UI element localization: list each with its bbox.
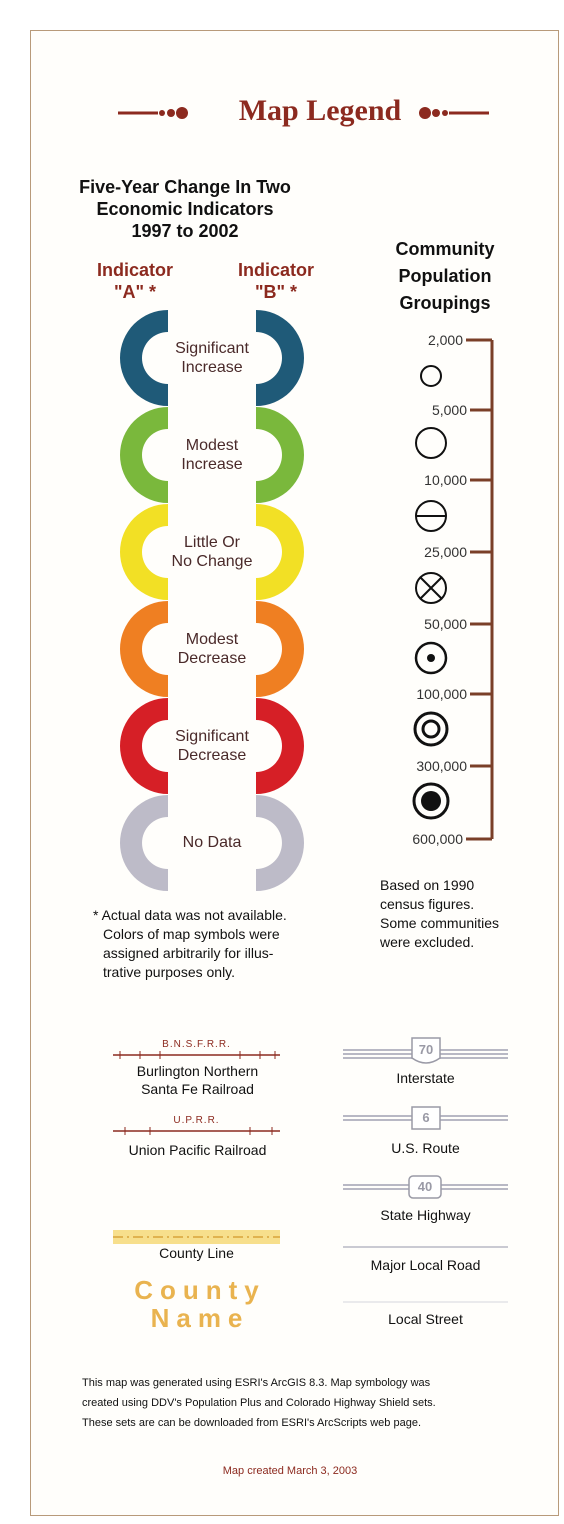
band-label-4-line-1: Modest — [185, 631, 239, 648]
uprr-railroad-symbol — [113, 1127, 280, 1135]
population-heading-line-1: Community — [395, 239, 495, 259]
us-route-label: U.S. Route — [391, 1140, 460, 1156]
interstate-label: Interstate — [396, 1070, 455, 1086]
population-note-line-1: Based on 1990 — [380, 877, 475, 893]
county-name-line-2: Name — [150, 1303, 250, 1333]
band-label-2-line-2: Increase — [181, 456, 243, 473]
bnsf-label — [100, 1062, 295, 1098]
major-local-road-label: Major Local Road — [370, 1257, 481, 1273]
local-street-label: Local Street — [388, 1311, 463, 1327]
indicator-b-label-line-2: "B" * — [254, 282, 298, 302]
break-label-2000: 2,000 — [427, 332, 463, 348]
band-label-5-line-2: Decrease — [177, 747, 247, 764]
population-heading-line-3: Groupings — [399, 293, 491, 313]
band-label-6-line-1: No Data — [182, 834, 242, 851]
map-created-date: Map created March 3, 2003 — [222, 1465, 358, 1477]
uprr-label: Union Pacific Railroad — [128, 1142, 267, 1158]
map-legend-title: Map Legend — [238, 94, 402, 127]
band-label-1-line-1: Significant — [175, 340, 249, 357]
footnote-line-1: * Actual data was not available. — [93, 907, 287, 923]
footnote-line-3: assigned arbitrarily for illus- — [103, 945, 274, 961]
footnote-line-2: Colors of map symbols were — [103, 926, 280, 942]
us-route-number: 6 — [422, 1110, 430, 1125]
indicators-heading-line-1: Five-Year Change In Two — [79, 177, 291, 197]
population-note-line-3: Some communities — [380, 915, 500, 931]
county-line-label: County Line — [159, 1245, 234, 1261]
band-label-5-line-1: Significant — [175, 728, 249, 745]
population-note-line-4: were excluded. — [380, 934, 475, 950]
county-name-sample — [110, 1276, 290, 1332]
break-label-10000: 10,000 — [424, 472, 467, 488]
break-label-25000: 25,000 — [424, 544, 467, 560]
break-label-5000: 5,000 — [431, 402, 467, 418]
bnsf-code: B.N.S.F.R.R. — [162, 1039, 231, 1050]
band-label-4-line-2: Decrease — [177, 650, 247, 667]
footer-line-1: This map was generated using ESRI's ArcGIS 8.3. Map symbology was — [82, 1377, 431, 1389]
indicator-a-label-line-2: "A" * — [113, 282, 157, 302]
bnsf-label-line-2: Santa Fe Railroad — [141, 1081, 254, 1097]
band-label-3-line-1: Little Or — [183, 534, 240, 551]
population-heading-line-2: Population — [398, 266, 492, 286]
break-label-600000: 600,000 — [412, 831, 463, 847]
footer-text — [82, 1373, 542, 1433]
indicator-a-label-line-1: Indicator — [96, 260, 173, 280]
bnsf-label-line-1: Burlington Northern — [136, 1063, 259, 1079]
break-label-300000: 300,000 — [416, 758, 467, 774]
break-label-100000: 100,000 — [416, 686, 467, 702]
county-line-symbol — [113, 1230, 280, 1244]
uprr-code: U.P.R.R. — [173, 1115, 220, 1126]
indicator-b-label-line-1: Indicator — [237, 260, 314, 280]
indicators-heading-line-2: Economic Indicators — [96, 199, 274, 219]
county-name-line-1: County — [134, 1275, 266, 1305]
state-highway-label: State Highway — [380, 1207, 471, 1223]
band-label-3-line-2: No Change — [171, 553, 253, 570]
break-label-50000: 50,000 — [424, 616, 467, 632]
state-highway-number: 40 — [417, 1179, 433, 1194]
band-label-2-line-1: Modest — [185, 437, 239, 454]
band-label-1-line-2: Increase — [181, 359, 243, 376]
footer-line-3: These sets are can be downloaded from ESRI's ArcScripts web page. — [82, 1417, 421, 1429]
indicators-heading-line-3: 1997 to 2002 — [131, 221, 239, 241]
bnsf-railroad-symbol — [113, 1051, 280, 1059]
population-note-line-2: census figures. — [380, 896, 475, 912]
footnote-line-4: trative purposes only. — [103, 964, 236, 980]
interstate-number: 70 — [418, 1042, 434, 1057]
footer-line-2: created using DDV's Population Plus and Colorado Highway Shield sets. — [82, 1397, 436, 1409]
